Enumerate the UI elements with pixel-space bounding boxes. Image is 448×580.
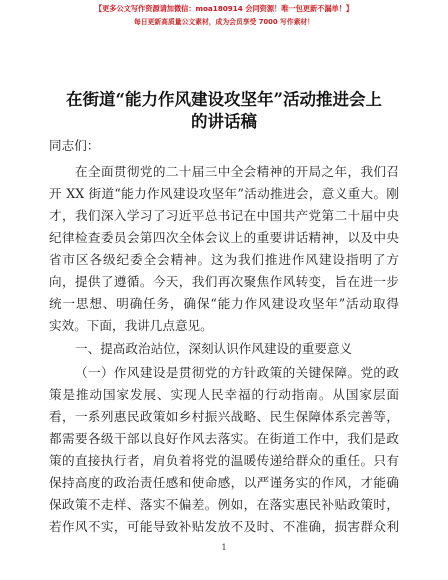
body-line: 保政策不走样、落实不偏差。例如，在落实惠民补贴政策时，: [49, 497, 399, 512]
body-line: 看，一系列惠民政策如乡村振兴战略、民生保障体系完善等，: [49, 409, 399, 424]
promo-banner-line-1: 【更多公文写作资源请加微信：moa180914 会同资源！唯一包更新不漏单！】: [94, 4, 354, 13]
body-line: 向，提供了遵循。今天，我们再次聚焦作风转变，旨在进一步: [49, 274, 399, 289]
salutation: 同志们：: [49, 138, 100, 153]
body-line: 实效。下面，我讲几点意见。: [49, 318, 213, 333]
promo-banner-line-2: 每日更新高质量公文素材，成为会员享受 7000 写作素材！: [134, 18, 314, 26]
body-line: 若作风不实，可能导致补贴发放不及时、不准确，损害群众利: [49, 519, 399, 534]
body-line: 省市区各级纪委全会精神。这为我们推进作风建设指明了方: [49, 252, 399, 267]
body-line: 都需要各级干部以良好作风去落实。在街道工作中，我们是政: [49, 431, 399, 446]
body-line: 纪律检查委员会第四次全体会议上的重要讲话精神，以及中央: [49, 230, 399, 245]
body-line: （一）作风建设是贯彻党的方针政策的关键保障。党的政: [75, 365, 399, 380]
body-line: 保持高度的政治责任感和使命感，以严谨务实的作风，才能确: [49, 475, 399, 490]
document-title-line-1: 在街道“能力作风建设攻坚年”活动推进会上: [66, 90, 382, 109]
body-line: 策的直接执行者，肩负着将党的温暖传递给群众的重任。只有: [49, 453, 399, 468]
page-number: 1: [221, 543, 227, 552]
body-line: 统一思想、明确任务，确保“能力作风建设攻坚年”活动取得: [49, 296, 399, 311]
body-line: 在全面贯彻党的二十届三中全会精神的开局之年，我们召: [75, 164, 399, 179]
body-line: 开 XX 街道“能力作风建设攻坚年”活动推进会，意义重大。刚: [49, 186, 399, 201]
document-title-line-2: 的讲话稿: [191, 112, 257, 131]
section-heading: 一、提高政治站位，深刻认识作风建设的重要意义: [75, 341, 353, 356]
body-line: 策是推动国家发展、实现人民幸福的行动指南。从国家层面: [49, 387, 399, 402]
body-line: 才，我们深入学习了习近平总书记在中国共产党第二十届中央: [49, 208, 399, 223]
